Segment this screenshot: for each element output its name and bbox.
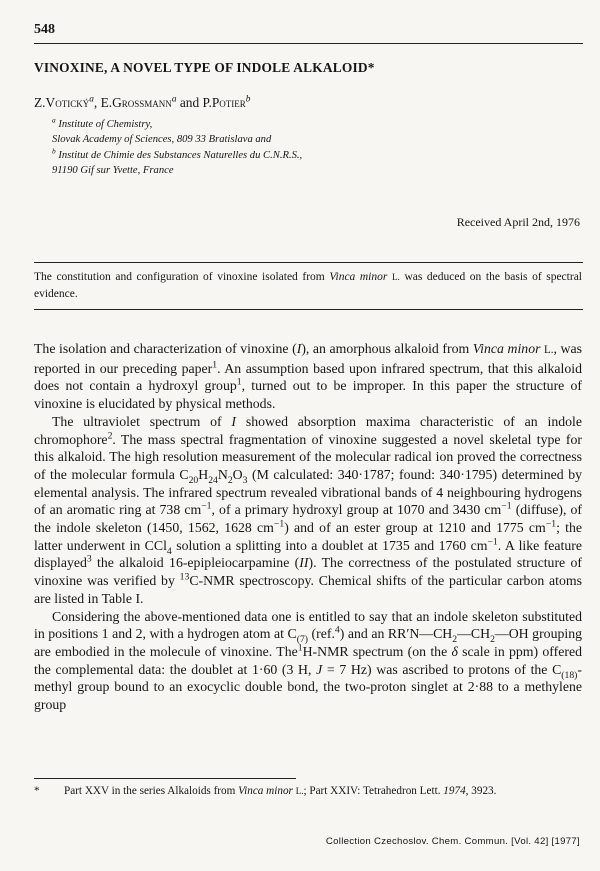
author-affil-mark: a xyxy=(89,94,94,105)
abstract: The constitution and configuration of vinoxine isolated from Vinca minor L. was deduced on the basis of spectral evidence. xyxy=(34,271,582,300)
author-name: Z.Votický xyxy=(34,95,90,110)
abstract-bottom-rule xyxy=(34,309,583,310)
affiliation-line: $^a$ Institute of Chemistry, xyxy=(52,115,153,130)
author-name: E.Grossmann xyxy=(100,95,172,110)
footnote xyxy=(34,784,582,799)
author-separator: and xyxy=(176,95,203,110)
footnote-mark: * xyxy=(34,785,40,797)
body-paragraph: The isolation and characterization of vinoxine (I), an amorphous alkaloid from Vinca minor L., was reported in our preceding paper$^1$. An assumption based upon infrared spectrum, that this alkaloid does not contain a hydroxyl group$^1$, turned out to be improper. In this paper the structure of vinoxine is elucidated by physical methods. xyxy=(34,341,583,412)
author-affil-mark: a xyxy=(171,94,177,105)
footnote-text: Part XXV in the series Alkaloids from Vinca minor L.; Part XXIV: Tetrahedron Lett. 1974, 3923. xyxy=(64,785,497,797)
author-name: P.Potier xyxy=(202,95,246,110)
article-body xyxy=(34,340,582,714)
header-rule xyxy=(34,43,583,44)
page-number: 548 xyxy=(34,22,55,37)
affiliations xyxy=(52,117,302,179)
affiliation-mark: b xyxy=(52,146,56,156)
abstract-top-rule xyxy=(34,262,583,263)
affiliation-line: $^b$ Institut de Chimie des Substances Naturelles du C.N.R.S., xyxy=(52,146,303,161)
body-paragraph: The ultraviolet spectrum of I showed absorption maxima characteristic of an indole chromophore$^2$. The mass spectral fragmentation of vinoxine suggested a novel skeletal type for this alkaloid. The high resolution measurement of the molecular radical ion proved the correctness of the molecular formula $C_{20}H_{24}N_2O_3$ (M calculated: 340·1787; found: 340·1795) determined by elemental analysis. The infrared spectrum revealed vibrational bands of 4 neighbouring hydrogens of an aromatic ring at 738 $cm^{-1}$, of a primary hydroxyl group at 1070 and 3430 $cm^{-1}$ (diffuse), of the indole skeleton (1450, 1562, 1628 $cm^{-1}$) and of an ester group at 1210 and 1775 $cm^{-1}$; the latter underwent in CCl$_4$ solution a splitting into a doublet at 1735 and 1760 $cm^{-1}$. A like feature displayed$^3$ the alkaloid 16-epipleiocarpamine (II). The correctness of the postulated structure of vinoxine was verified by $^{13}$C-NMR spectroscopy. Chemical shifts of the particular carbon atoms are listed in Table I. xyxy=(34,413,583,606)
received-date: Received April 2nd, 1976 xyxy=(456,215,580,229)
author-list xyxy=(34,95,250,111)
author-separator: , xyxy=(93,95,101,110)
article-title: VINOXINE, A NOVEL TYPE OF INDOLE ALKALOID* xyxy=(34,60,375,75)
footnote-rule xyxy=(34,778,296,779)
author-affil-mark: b xyxy=(245,94,251,105)
body-paragraph: Considering the above-mentioned data one is entitled to say that an indole skeleton substituted in positions 1 and 2, with a hydrogen atom at $C_{(7)}$ (ref.$^4$) and an $RR'N—CH_2—CH_2—OH$ grouping are embodied in the molecule of vinoxine. The$^1$H-NMR spectrum (on the δ scale in ppm) offered the complemental data: the doublet at 1·60 (3 H, J = 7 Hz) was ascribed to protons of the $C_{(18)}$-methyl group bound to an exocyclic double bond, the two-proton singlet at 2·88 to a methylene group xyxy=(34,608,582,713)
affiliation-line: 91190 Gif sur Yvette, France xyxy=(52,165,174,177)
affiliation-mark: a xyxy=(52,115,56,125)
journal-footer: Collection Czechoslov. Chem. Commun. [Vol. 42] [1977] xyxy=(325,836,580,847)
affiliation-line: Slovak Academy of Sciences, 809 33 Bratislava and xyxy=(52,134,272,146)
